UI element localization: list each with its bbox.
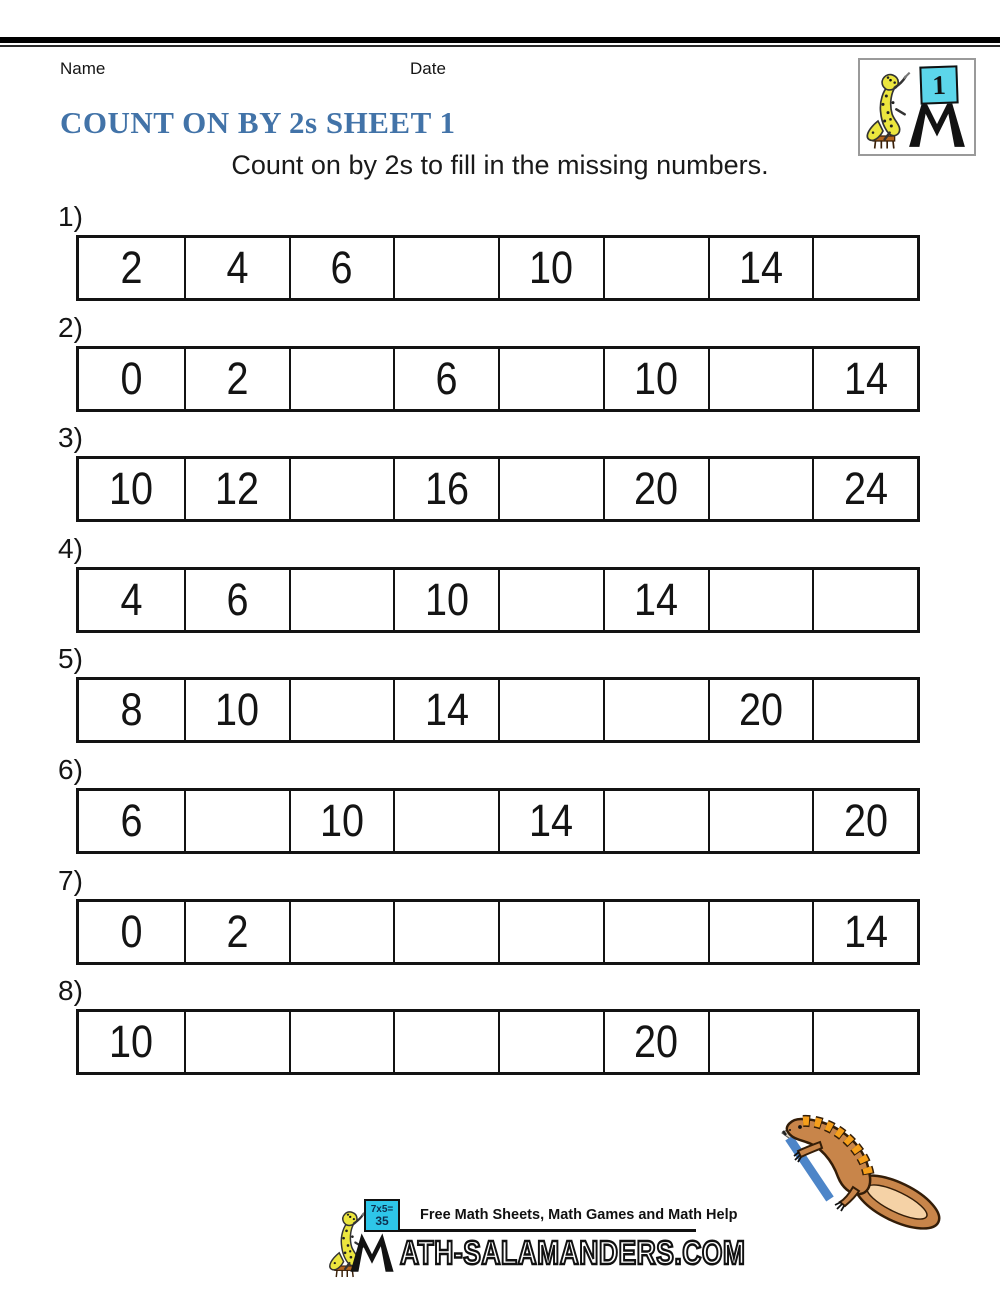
answer-cell (184, 791, 289, 851)
number-cell (184, 459, 289, 519)
cell-value: 16 (424, 463, 469, 515)
cell-value: 6 (226, 573, 249, 625)
number-cell (393, 459, 498, 519)
number-cell (79, 680, 184, 740)
number-cell (79, 349, 184, 409)
site-logo-badge (858, 58, 976, 156)
number-cell (79, 459, 184, 519)
problem-row (0, 970, 1000, 1081)
cell-value: 10 (634, 352, 679, 404)
number-cell (708, 238, 813, 298)
number-cell (79, 791, 184, 851)
cell-value: 6 (435, 352, 458, 404)
number-cell (603, 1012, 708, 1072)
answer-cell (393, 902, 498, 962)
number-cell (393, 349, 498, 409)
problem-row (0, 528, 1000, 639)
footer-tagline: Free Math Sheets, Math Games and Math Help (420, 1207, 738, 1223)
problem-number-label: 7) (58, 864, 83, 896)
cell-value: 20 (738, 684, 783, 736)
cell-value: 10 (109, 1016, 154, 1068)
cell-value: 6 (120, 794, 143, 846)
number-cell (184, 570, 289, 630)
answer-cell (812, 238, 917, 298)
cell-value: 2 (226, 352, 249, 404)
board-equation: 7x5= (370, 1203, 394, 1215)
number-cell (812, 459, 917, 519)
cell-value: 4 (226, 242, 249, 293)
number-strip (76, 235, 920, 301)
site-name: ATH-SALAMANDERS.COM (400, 1234, 746, 1272)
answer-cell (289, 902, 394, 962)
number-cell (184, 902, 289, 962)
cell-value: 0 (120, 905, 143, 957)
cell-value: 20 (634, 463, 679, 515)
cell-value: 14 (634, 573, 679, 625)
page-title: COUNT ON BY 2s SHEET 1 (60, 105, 456, 140)
cell-value: 14 (424, 684, 469, 736)
cell-value: 10 (319, 794, 364, 846)
cell-value: 14 (738, 242, 783, 293)
number-cell (603, 459, 708, 519)
number-cell (812, 902, 917, 962)
cell-value: 14 (843, 352, 888, 404)
answer-cell (812, 1012, 917, 1072)
number-strip (76, 456, 920, 522)
problem-number-label: 1) (58, 201, 83, 232)
number-cell (498, 238, 603, 298)
answer-cell (708, 791, 813, 851)
number-cell (79, 570, 184, 630)
footer-divider (398, 1229, 696, 1232)
answer-cell (393, 1012, 498, 1072)
number-cell (184, 349, 289, 409)
cell-value: 6 (330, 242, 353, 293)
problem-row (0, 307, 1000, 418)
answer-cell (708, 570, 813, 630)
problem-number-label: 3) (58, 422, 83, 454)
cell-value: 14 (529, 794, 574, 846)
problem-number-label: 5) (58, 643, 83, 675)
answer-cell (498, 570, 603, 630)
number-strip (76, 899, 920, 965)
board-answer: 35 (375, 1213, 389, 1228)
salamander-pencil-illustration (770, 1098, 1000, 1243)
problem-row (0, 196, 1000, 307)
number-strip (76, 788, 920, 854)
cell-value: 2 (120, 242, 143, 293)
answer-cell (184, 1012, 289, 1072)
cell-value: 10 (215, 684, 260, 736)
number-cell (289, 791, 394, 851)
answer-cell (708, 349, 813, 409)
answer-cell (289, 459, 394, 519)
answer-cell (812, 570, 917, 630)
problem-row (0, 860, 1000, 971)
problem-number-label: 6) (58, 753, 83, 785)
top-divider (0, 37, 1000, 43)
problem-number-label: 4) (58, 532, 83, 564)
number-strip (76, 677, 920, 743)
problem-number-label: 2) (58, 311, 83, 343)
logo-m-icon (348, 1229, 396, 1273)
answer-cell (393, 238, 498, 298)
cell-value: 20 (843, 794, 888, 846)
number-strip (76, 1009, 920, 1075)
answer-cell (603, 680, 708, 740)
problems-list (0, 196, 1000, 1081)
instruction-text: Count on by 2s to fill in the missing numbers. (231, 150, 769, 180)
answer-cell (289, 349, 394, 409)
answer-cell (708, 902, 813, 962)
answer-cell (498, 349, 603, 409)
sheet-number-badge: 1 (919, 65, 958, 104)
number-strip (76, 567, 920, 633)
number-cell (184, 680, 289, 740)
number-cell (79, 902, 184, 962)
footer-branding (326, 1196, 746, 1294)
cell-value: 24 (843, 463, 888, 515)
answer-cell (812, 680, 917, 740)
answer-cell (289, 1012, 394, 1072)
number-cell (79, 1012, 184, 1072)
answer-cell (289, 680, 394, 740)
number-cell (289, 238, 394, 298)
number-strip (76, 346, 920, 412)
cell-value: 20 (634, 1016, 679, 1068)
cell-value: 14 (843, 905, 888, 957)
answer-cell (498, 902, 603, 962)
problem-number-label: 8) (58, 975, 83, 1007)
answer-cell (498, 1012, 603, 1072)
number-cell (79, 238, 184, 298)
cell-value: 4 (120, 573, 143, 625)
number-cell (603, 349, 708, 409)
answer-cell (393, 791, 498, 851)
answer-cell (498, 459, 603, 519)
cell-value: 10 (109, 463, 154, 515)
answer-cell (289, 570, 394, 630)
answer-cell (603, 902, 708, 962)
number-cell (498, 791, 603, 851)
cell-value: 0 (120, 352, 143, 404)
chalkboard-icon (364, 1199, 400, 1232)
cell-value: 10 (529, 242, 574, 293)
number-cell (393, 570, 498, 630)
name-label: Name (60, 59, 106, 78)
number-cell (184, 238, 289, 298)
number-cell (708, 680, 813, 740)
problem-row (0, 417, 1000, 528)
answer-cell (603, 791, 708, 851)
date-label: Date (410, 59, 446, 78)
cell-value: 10 (424, 573, 469, 625)
number-cell (393, 680, 498, 740)
number-cell (812, 349, 917, 409)
cell-value: 2 (226, 905, 249, 957)
answer-cell (603, 238, 708, 298)
answer-cell (708, 1012, 813, 1072)
answer-cell (708, 459, 813, 519)
number-cell (812, 791, 917, 851)
problem-row (0, 638, 1000, 749)
cell-value: 8 (120, 684, 143, 736)
cell-value: 12 (215, 463, 260, 515)
problem-row (0, 749, 1000, 860)
answer-cell (498, 680, 603, 740)
number-cell (603, 570, 708, 630)
